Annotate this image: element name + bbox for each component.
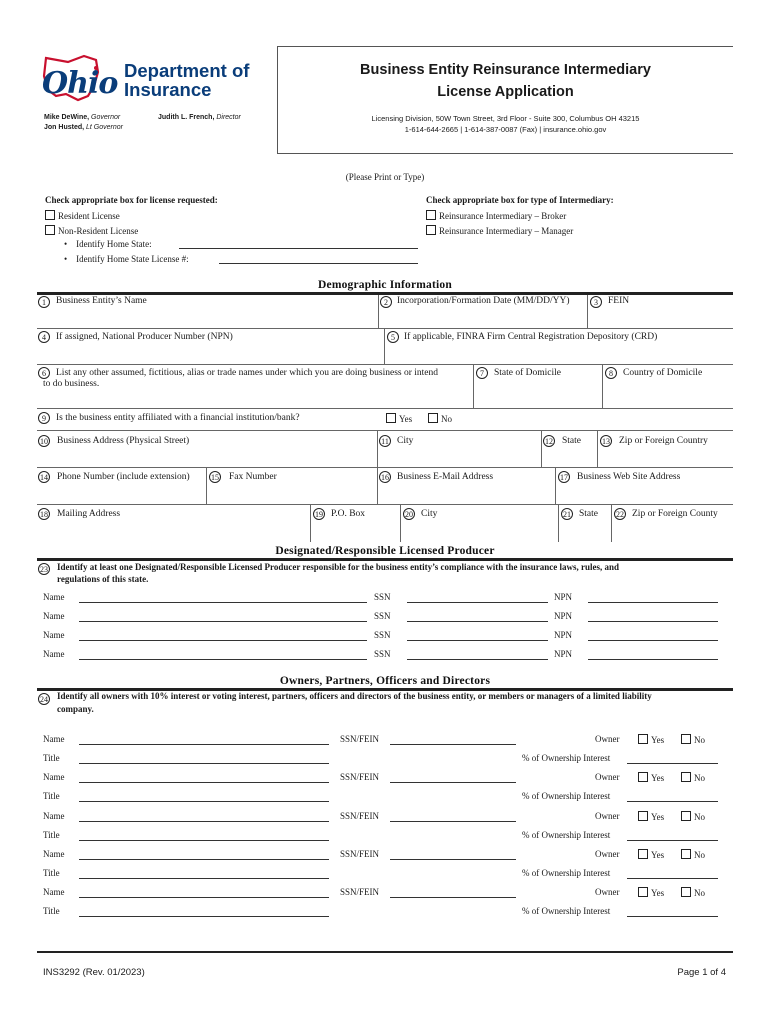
- city-label: City: [397, 436, 414, 446]
- owner-no-checkbox[interactable]: [681, 811, 691, 821]
- po-box-label: P.O. Box: [331, 509, 366, 519]
- trade-names-label: List any other assumed, fictitious, alias or trade names under which you are doing business or intend: [56, 368, 439, 378]
- affiliated-no-option[interactable]: No: [428, 413, 452, 424]
- col-divider: [587, 295, 588, 328]
- col-divider: [541, 430, 542, 467]
- owner-no-option[interactable]: [681, 811, 705, 822]
- dept-name-line1: Department of: [124, 60, 250, 81]
- home-state-input[interactable]: [179, 248, 418, 249]
- official-lt-governor: Jon Husted, Lt Governor: [44, 124, 123, 131]
- owner-yes-option[interactable]: [638, 849, 664, 860]
- home-license-bullet: • Identify Home State License #:: [64, 254, 189, 264]
- field-number-20: 20: [405, 510, 413, 519]
- row-divider: [37, 467, 733, 468]
- owner-no-label: No: [694, 850, 705, 860]
- owner-ssn-fein-label: SSN/FEIN: [340, 734, 380, 744]
- producer-name-label: Name: [43, 649, 65, 659]
- ownership-interest-input[interactable]: [627, 763, 718, 764]
- producer-npn-label: NPN: [554, 630, 573, 640]
- affiliated-yes-option[interactable]: Yes: [386, 413, 412, 424]
- field-number-1: 1: [38, 296, 50, 308]
- logo-wordmark: Ohio: [42, 66, 118, 101]
- producer-npn-input[interactable]: [588, 602, 718, 603]
- col-divider: [384, 328, 385, 364]
- owner-title-label: Title: [43, 906, 60, 916]
- row-divider: [37, 504, 733, 505]
- owner-no-checkbox[interactable]: [681, 772, 691, 782]
- resident-license-checkbox[interactable]: [45, 210, 55, 220]
- header-bottom-rule: [277, 153, 733, 154]
- mailing-address-label: Mailing Address: [57, 509, 121, 519]
- col-divider: [597, 430, 598, 467]
- row-divider: [37, 430, 733, 431]
- owner-name-label: Name: [43, 734, 65, 744]
- trade-names-label-cont: to do business.: [43, 379, 100, 389]
- owner-name-input[interactable]: [79, 859, 329, 860]
- producer-band: [37, 558, 733, 561]
- owner-no-option[interactable]: [681, 734, 705, 745]
- owner-yes-checkbox[interactable]: [638, 772, 648, 782]
- website-label: Business Web Site Address: [577, 472, 681, 482]
- field-number-15: 15: [211, 473, 219, 482]
- page-number: Page 1 of 4: [677, 967, 726, 978]
- field-number-14: 14: [40, 473, 48, 482]
- producer-npn-label: NPN: [554, 611, 573, 621]
- producer-npn-label: NPN: [554, 592, 573, 602]
- ownership-interest-label: % of Ownership Interest: [522, 830, 611, 840]
- producer-name-label: Name: [43, 630, 65, 640]
- owner-ssn-fein-label: SSN/FEIN: [340, 887, 380, 897]
- field-number-7: 7: [476, 367, 488, 379]
- field-number-10: 10: [40, 437, 48, 446]
- business-entity-name-label: Business Entity’s Name: [56, 296, 147, 306]
- field-number-23: 23: [40, 565, 48, 574]
- ownership-interest-input[interactable]: [627, 801, 718, 802]
- owner-question-label: Owner: [595, 734, 620, 744]
- owner-title-input[interactable]: [79, 878, 329, 879]
- owners-instruction-cont: company.: [57, 704, 94, 714]
- owner-name-label: Name: [43, 811, 65, 821]
- manager-checkbox[interactable]: [426, 225, 436, 235]
- owner-yes-checkbox[interactable]: [638, 887, 648, 897]
- formation-date-label: Incorporation/Formation Date (MM/DD/YY): [397, 296, 570, 306]
- ownership-interest-input[interactable]: [627, 878, 718, 879]
- row-divider: [37, 408, 733, 409]
- owners-instruction: Identify all owners with 10% interest or voting interest, partners, officers and directors of the business entity, or members or managers of a limited liability: [57, 691, 652, 701]
- owner-no-label: No: [694, 773, 705, 783]
- producer-name-input[interactable]: [79, 621, 367, 622]
- producer-ssn-label: SSN: [374, 649, 391, 659]
- producer-ssn-input[interactable]: [407, 659, 548, 660]
- col-divider: [377, 467, 378, 504]
- col-divider: [310, 504, 311, 542]
- ownership-interest-input[interactable]: [627, 840, 718, 841]
- producer-ssn-input[interactable]: [407, 602, 548, 603]
- col-divider: [377, 430, 378, 467]
- affiliated-bank-label: Is the business entity affiliated with a financial institution/bank?: [56, 413, 300, 423]
- demographic-section-title: Demographic Information: [318, 279, 452, 291]
- owner-name-label: Name: [43, 772, 65, 782]
- ownership-interest-label: % of Ownership Interest: [522, 791, 611, 801]
- dept-name-line2: Insurance: [124, 79, 212, 100]
- phone-label: Phone Number (include extension): [57, 472, 190, 482]
- mailing-zip-label: Zip or Foreign County: [632, 509, 718, 519]
- field-number-19: 19: [315, 510, 323, 519]
- owner-ssn-fein-input[interactable]: [390, 744, 516, 745]
- col-divider: [378, 295, 379, 328]
- owner-no-label: No: [694, 735, 705, 745]
- owners-section-title: Owners, Partners, Officers and Directors: [279, 675, 491, 687]
- form-title-line2: License Application: [437, 84, 574, 100]
- owner-yes-option[interactable]: [638, 811, 664, 822]
- owner-no-checkbox[interactable]: [681, 734, 691, 744]
- producer-npn-label: NPN: [554, 649, 573, 659]
- producer-ssn-input[interactable]: [407, 621, 548, 622]
- field-number-12: 12: [545, 437, 553, 446]
- producer-ssn-label: SSN: [374, 630, 391, 640]
- field-number-24: 24: [40, 695, 48, 704]
- owner-ssn-fein-label: SSN/FEIN: [340, 849, 380, 859]
- nonresident-license-option[interactable]: Non-Resident License: [45, 225, 138, 236]
- field-number-16: 16: [381, 473, 389, 482]
- producer-name-input[interactable]: [79, 602, 367, 603]
- producer-instruction: Identify at least one Designated/Responsible Licensed Producer responsible for the business entity’s compliance with the insurance laws, rules, and: [57, 562, 620, 572]
- col-divider: [400, 504, 401, 542]
- home-state-bullet: • Identify Home State:: [64, 239, 152, 249]
- field-number-9: 9: [38, 412, 50, 424]
- mailing-city-label: City: [421, 509, 438, 519]
- owner-yes-option[interactable]: [638, 734, 664, 745]
- owner-question-label: Owner: [595, 849, 620, 859]
- broker-option[interactable]: Reinsurance Intermediary – Broker: [426, 210, 566, 221]
- col-divider: [602, 364, 603, 408]
- row-divider: [37, 328, 733, 329]
- print-instruction: (Please Print or Type): [345, 172, 425, 182]
- owner-ssn-fein-label: SSN/FEIN: [340, 772, 380, 782]
- affiliated-no-checkbox[interactable]: [428, 413, 438, 423]
- owner-question-label: Owner: [595, 811, 620, 821]
- owner-title-input[interactable]: [79, 763, 329, 764]
- fax-label: Fax Number: [229, 472, 277, 482]
- producer-ssn-label: SSN: [374, 611, 391, 621]
- npn-label: If assigned, National Producer Number (NPN): [56, 332, 233, 342]
- owner-title-input[interactable]: [79, 916, 329, 917]
- producer-npn-input[interactable]: [588, 659, 718, 660]
- producer-instruction-cont: regulations of this state.: [57, 574, 149, 584]
- broker-checkbox[interactable]: [426, 210, 436, 220]
- crd-label: If applicable, FINRA Firm Central Registration Depository (CRD): [404, 332, 658, 342]
- ownership-interest-label: % of Ownership Interest: [522, 753, 611, 763]
- owner-ssn-fein-label: SSN/FEIN: [340, 811, 380, 821]
- resident-license-option[interactable]: Resident License: [45, 210, 120, 221]
- owner-no-option[interactable]: [681, 887, 705, 898]
- official-director: Judith L. French, Director: [158, 114, 241, 121]
- col-divider: [555, 467, 556, 504]
- field-number-11: 11: [379, 435, 391, 447]
- owner-no-checkbox[interactable]: [681, 849, 691, 859]
- email-label: Business E-Mail Address: [397, 472, 494, 482]
- zip-label: Zip or Foreign Country: [619, 436, 708, 446]
- owner-yes-label: Yes: [651, 888, 665, 898]
- col-divider: [206, 467, 207, 504]
- col-divider: [611, 504, 612, 542]
- producer-name-input[interactable]: [79, 659, 367, 660]
- footer-rule: [37, 951, 733, 953]
- owner-title-label: Title: [43, 868, 60, 878]
- field-number-3: 3: [590, 296, 602, 308]
- division-contact: 1-614-644-2665 | 1-614-387-0087 (Fax) | insurance.ohio.gov: [404, 125, 607, 134]
- owner-ssn-fein-input[interactable]: [390, 821, 516, 822]
- owner-title-label: Title: [43, 791, 60, 801]
- country-of-domicile-label: Country of Domicile: [623, 368, 703, 378]
- intermediary-type-heading: Check appropriate box for type of Intermediary:: [426, 195, 614, 205]
- owner-yes-option[interactable]: [638, 772, 664, 783]
- demographic-band: [37, 292, 733, 295]
- form-id: INS3292 (Rev. 01/2023): [43, 967, 145, 978]
- owner-yes-checkbox[interactable]: [638, 849, 648, 859]
- state-of-domicile-label: State of Domicile: [494, 368, 562, 378]
- owner-yes-label: Yes: [651, 773, 665, 783]
- owner-name-label: Name: [43, 849, 65, 859]
- official-governor: Mike DeWine, Governor: [44, 114, 121, 121]
- division-address: Licensing Division, 50W Town Street, 3rd Floor - Suite 300, Columbus OH 43215: [371, 114, 640, 123]
- row-divider: [37, 364, 733, 365]
- ownership-interest-input[interactable]: [627, 916, 718, 917]
- owner-no-checkbox[interactable]: [681, 887, 691, 897]
- field-number-8: 8: [605, 367, 617, 379]
- owner-ssn-fein-input[interactable]: [390, 859, 516, 860]
- producer-name-input[interactable]: [79, 640, 367, 641]
- state-label: State: [562, 436, 581, 446]
- owner-question-label: Owner: [595, 887, 620, 897]
- field-number-13: 13: [602, 437, 610, 446]
- owner-ssn-fein-input[interactable]: [390, 782, 516, 783]
- owner-name-label: Name: [43, 887, 65, 897]
- col-divider: [558, 504, 559, 542]
- owner-name-input[interactable]: [79, 744, 329, 745]
- producer-name-label: Name: [43, 611, 65, 621]
- fein-label: FEIN: [608, 296, 630, 306]
- col-divider: [473, 364, 474, 408]
- owner-yes-option[interactable]: [638, 887, 664, 898]
- owner-title-input[interactable]: [79, 840, 329, 841]
- owner-yes-checkbox[interactable]: [638, 811, 648, 821]
- owner-ssn-fein-input[interactable]: [390, 897, 516, 898]
- mailing-state-label: State: [579, 509, 598, 519]
- owner-no-option[interactable]: [681, 849, 705, 860]
- license-request-heading: Check appropriate box for license requested:: [45, 195, 218, 205]
- ownership-interest-label: % of Ownership Interest: [522, 906, 611, 916]
- ownership-interest-label: % of Ownership Interest: [522, 868, 611, 878]
- owner-title-label: Title: [43, 753, 60, 763]
- owner-yes-checkbox[interactable]: [638, 734, 648, 744]
- owner-yes-label: Yes: [651, 735, 665, 745]
- producer-section-title: Designated/Responsible Licensed Producer: [275, 545, 495, 557]
- home-license-input[interactable]: [219, 263, 418, 264]
- manager-option[interactable]: Reinsurance Intermediary – Manager: [426, 225, 573, 236]
- producer-name-label: Name: [43, 592, 65, 602]
- owner-question-label: Owner: [595, 772, 620, 782]
- owner-name-input[interactable]: [79, 897, 329, 898]
- field-number-17: 17: [560, 473, 568, 482]
- producer-ssn-input[interactable]: [407, 640, 548, 641]
- field-number-6: 6: [38, 367, 50, 379]
- affiliated-yes-checkbox[interactable]: [386, 413, 396, 423]
- owner-title-input[interactable]: [79, 801, 329, 802]
- nonresident-license-checkbox[interactable]: [45, 225, 55, 235]
- header-top-rule: [277, 46, 733, 47]
- owner-name-input[interactable]: [79, 782, 329, 783]
- field-number-2: 2: [380, 296, 392, 308]
- field-number-4: 4: [38, 331, 50, 343]
- form-title-line1: Business Entity Reinsurance Intermediary: [360, 62, 651, 78]
- owner-no-option[interactable]: [681, 772, 705, 783]
- owner-yes-label: Yes: [651, 850, 665, 860]
- business-address-label: Business Address (Physical Street): [57, 436, 190, 446]
- ohio-logo: [38, 52, 120, 104]
- owner-title-label: Title: [43, 830, 60, 840]
- field-number-5: 5: [387, 331, 399, 343]
- owner-yes-label: Yes: [651, 812, 665, 822]
- owner-no-label: No: [694, 812, 705, 822]
- owner-no-label: No: [694, 888, 705, 898]
- producer-npn-input[interactable]: [588, 621, 718, 622]
- field-number-18: 18: [40, 510, 48, 519]
- producer-npn-input[interactable]: [588, 640, 718, 641]
- producer-ssn-label: SSN: [374, 592, 391, 602]
- field-number-22: 22: [616, 510, 624, 519]
- owner-name-input[interactable]: [79, 821, 329, 822]
- field-number-21: 21: [563, 510, 571, 519]
